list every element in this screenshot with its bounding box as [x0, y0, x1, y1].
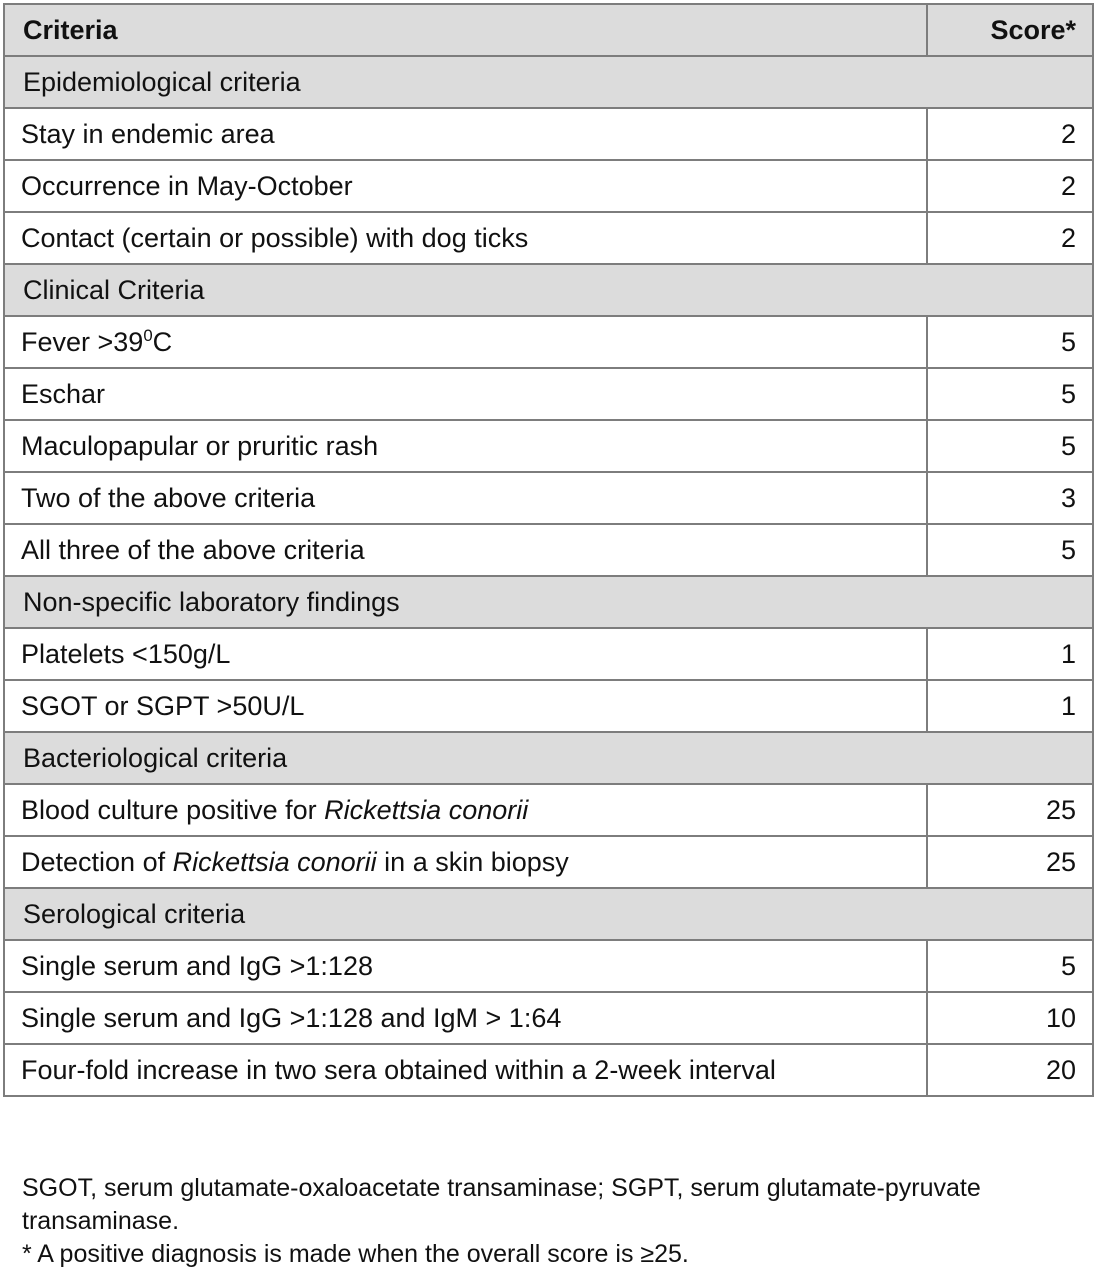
score-value: 1 [927, 628, 1093, 680]
table-row [4, 472, 1093, 524]
section-row [4, 56, 1093, 108]
score-value: 5 [927, 420, 1093, 472]
criterion-label [4, 836, 927, 888]
section-row [4, 732, 1093, 784]
score-value: 5 [927, 940, 1093, 992]
table-row [4, 420, 1093, 472]
criterion-text: Four-fold increase in two sera obtained within a 2-week interval [21, 1054, 776, 1085]
criterion-label [4, 1044, 927, 1096]
score-value: 2 [927, 108, 1093, 160]
criterion-text: Platelets <150g/L [21, 638, 231, 669]
score-value: 2 [927, 160, 1093, 212]
table-row [4, 108, 1093, 160]
criterion-text: Maculopapular or pruritic rash [21, 430, 379, 461]
criterion-text: in a skin biopsy [376, 846, 569, 877]
criterion-text: Fever >39 [21, 327, 144, 357]
table-row [4, 160, 1093, 212]
table-row [4, 992, 1093, 1044]
organism-name: Rickettsia conorii [324, 794, 529, 825]
criterion-text: C [152, 327, 173, 357]
abbreviations-footnote: SGOT, serum glutamate-oxaloacetate transaminase; SGPT, serum glutamate-pyruvate transaminase. [22, 1174, 981, 1235]
criterion-label [4, 940, 927, 992]
criterion-text: Single serum and IgG >1:128 [21, 950, 373, 981]
criterion-label [4, 472, 927, 524]
criterion-text: Stay in endemic area [21, 118, 275, 149]
score-value: 1 [927, 680, 1093, 732]
section-label: Bacteriological criteria [4, 732, 1093, 784]
table-body [4, 56, 1093, 1096]
table-row [4, 784, 1093, 836]
table-row [4, 1044, 1093, 1096]
criterion-text: SGOT or SGPT >50U/L [21, 690, 305, 721]
section-row [4, 576, 1093, 628]
criterion-label [4, 160, 927, 212]
score-value: 5 [927, 316, 1093, 368]
organism-name: Rickettsia conorii [172, 846, 377, 877]
table-row [4, 628, 1093, 680]
score-value: 25 [927, 784, 1093, 836]
score-value: 20 [927, 1044, 1093, 1096]
score-value: 2 [927, 212, 1093, 264]
criterion-label [4, 628, 927, 680]
score-value: 25 [927, 836, 1093, 888]
score-value: 5 [927, 524, 1093, 576]
criterion-text: Single serum and IgG >1:128 and IgM > 1:64 [21, 1002, 562, 1033]
section-label: Serological criteria [4, 888, 1093, 940]
criterion-label [4, 992, 927, 1044]
criterion-text: Two of the above criteria [21, 482, 316, 513]
criterion-text: All three of the above criteria [21, 534, 365, 565]
asterisk-footnote: * A positive diagnosis is made when the overall score is ≥25. [22, 1240, 689, 1268]
section-label: Non-specific laboratory findings [4, 576, 1093, 628]
score-value: 3 [927, 472, 1093, 524]
criterion-label [4, 368, 927, 420]
score-value: 10 [927, 992, 1093, 1044]
table-footnotes [22, 1172, 1082, 1271]
table-row [4, 368, 1093, 420]
table-row [4, 680, 1093, 732]
section-label: Clinical Criteria [4, 264, 1093, 316]
criterion-label [4, 420, 927, 472]
criterion-text: Eschar [21, 378, 106, 409]
criteria-score-table [3, 3, 1094, 1097]
criterion-text: Blood culture positive for [21, 794, 325, 825]
table-row [4, 940, 1093, 992]
criterion-label [4, 524, 927, 576]
score-column-header: Score* [927, 4, 1093, 56]
criterion-label [4, 316, 927, 368]
criteria-table-container [3, 3, 1092, 1097]
criteria-column-header: Criteria [4, 4, 927, 56]
criterion-label [4, 108, 927, 160]
criterion-text: Occurrence in May-October [21, 170, 353, 201]
degree-superscript: 0 [143, 326, 153, 345]
section-label: Epidemiological criteria [4, 56, 1093, 108]
table-row [4, 524, 1093, 576]
table-row [4, 212, 1093, 264]
criterion-label [4, 784, 927, 836]
criterion-text: Contact (certain or possible) with dog ticks [21, 222, 529, 253]
table-header-row [4, 4, 1093, 56]
criterion-label [4, 680, 927, 732]
section-row [4, 264, 1093, 316]
score-value: 5 [927, 368, 1093, 420]
section-row [4, 888, 1093, 940]
table-row [4, 316, 1093, 368]
table-row [4, 836, 1093, 888]
criterion-text: Detection of [21, 846, 173, 877]
criterion-label [4, 212, 927, 264]
